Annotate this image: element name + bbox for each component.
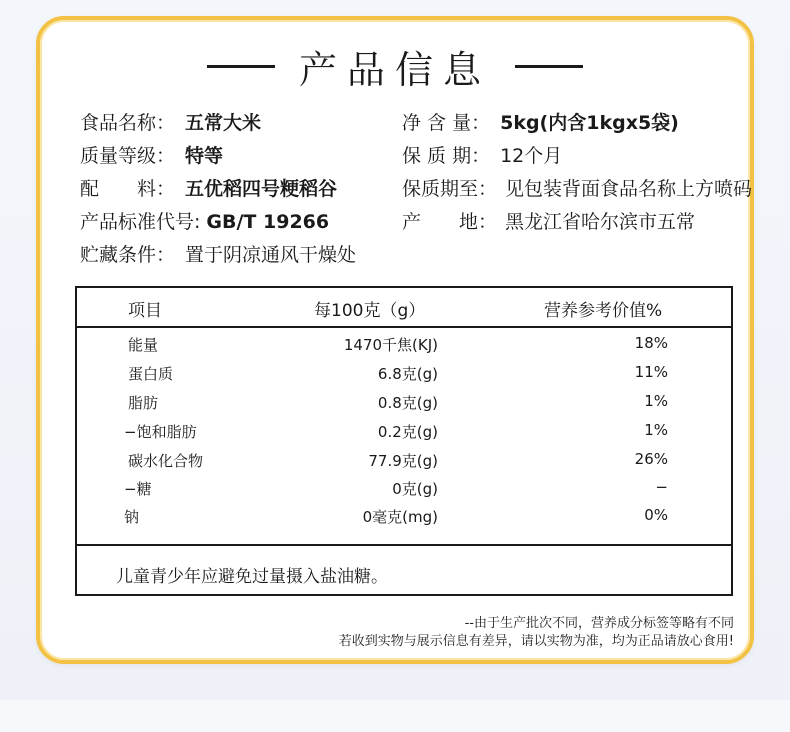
food-name-label: 食品名称： bbox=[80, 112, 176, 134]
expiry-label: 保质期至： bbox=[402, 178, 498, 200]
info-grade bbox=[80, 145, 223, 167]
row-nrv: 18% bbox=[634, 334, 668, 352]
table-row bbox=[76, 363, 732, 391]
origin-value: 黑龙江省哈尔滨市五常 bbox=[505, 211, 696, 233]
storage-label: 贮藏条件： bbox=[80, 244, 176, 266]
info-net-content bbox=[402, 112, 679, 134]
info-expiry bbox=[402, 178, 752, 200]
expiry-value: 见包装背面食品名称上方喷码 bbox=[505, 178, 753, 200]
row-per100: 0.2克(g) bbox=[377, 423, 438, 441]
row-item: 碳水化合物 bbox=[128, 452, 204, 470]
row-item: −饱和脂肪 bbox=[124, 423, 197, 441]
row-item: 脂肪 bbox=[128, 394, 159, 412]
food-name-value: 五常大米 bbox=[185, 112, 262, 134]
row-per100: 0.8克(g) bbox=[377, 394, 438, 412]
info-origin bbox=[402, 211, 695, 233]
title-right-line bbox=[515, 65, 583, 68]
header-item: 项目 bbox=[128, 301, 162, 321]
shelf-life-value: 12个月 bbox=[500, 145, 563, 167]
info-storage bbox=[80, 244, 356, 266]
table-row bbox=[76, 450, 732, 478]
nutrition-header-row bbox=[76, 287, 732, 328]
row-per100: 1470千焦(KJ) bbox=[343, 336, 438, 354]
header-nrv: 营养参考价值% bbox=[544, 301, 663, 321]
row-per100: 0毫克(mg) bbox=[362, 508, 438, 526]
row-per100: 6.8克(g) bbox=[377, 365, 438, 383]
net-content-label: 净 含 量： bbox=[402, 112, 491, 134]
info-standard bbox=[80, 211, 329, 233]
info-food-name bbox=[80, 112, 261, 134]
table-row bbox=[76, 334, 732, 362]
row-nrv: 11% bbox=[634, 363, 668, 381]
header-per-100g: 每100克（g） bbox=[314, 301, 426, 321]
storage-value: 置于阴凉通风干燥处 bbox=[185, 244, 357, 266]
row-nrv: 26% bbox=[634, 450, 668, 468]
row-nrv: − bbox=[655, 478, 668, 496]
table-row bbox=[76, 421, 732, 449]
row-nrv: 0% bbox=[644, 506, 668, 524]
row-per100: 0克(g) bbox=[392, 480, 438, 498]
standard-value: GB/T 19266 bbox=[206, 211, 330, 233]
shelf-life-label: 保 质 期： bbox=[402, 145, 491, 167]
grade-value: 特等 bbox=[185, 145, 224, 167]
ingredients-label: 配 料： bbox=[80, 178, 176, 200]
page-title: 产品信息 bbox=[298, 47, 491, 92]
nutrition-warning: 儿童青少年应避免过量摄入盐油糖。 bbox=[116, 567, 388, 587]
row-item: 能量 bbox=[128, 336, 159, 354]
origin-label: 产 地： bbox=[402, 211, 498, 233]
note-line-2: 若收到实物与展示信息有差异，请以实物为准，均为正品请放心食用! bbox=[338, 634, 734, 649]
net-content-value: 5kg(内含1kgx5袋) bbox=[500, 112, 679, 134]
table-row bbox=[76, 392, 732, 420]
info-ingredients bbox=[80, 178, 337, 200]
row-item: 钠 bbox=[124, 508, 140, 526]
row-item: 蛋白质 bbox=[128, 365, 174, 383]
title-row bbox=[0, 36, 790, 96]
note-line-1: --由于生产批次不同，营养成分标签等略有不同 bbox=[464, 616, 734, 631]
table-row bbox=[76, 478, 732, 506]
standard-label: 产品标准代号: bbox=[80, 211, 201, 233]
table-row bbox=[76, 506, 732, 534]
nutrition-body bbox=[76, 328, 732, 542]
grade-label: 质量等级： bbox=[80, 145, 176, 167]
info-shelf-life bbox=[402, 145, 562, 167]
row-item: −糖 bbox=[124, 480, 152, 498]
row-nrv: 1% bbox=[644, 421, 668, 439]
title-left-line bbox=[207, 65, 275, 68]
row-per100: 77.9克(g) bbox=[368, 452, 438, 470]
row-nrv: 1% bbox=[644, 392, 668, 410]
bottom-strip bbox=[0, 700, 790, 732]
ingredients-value: 五优稻四号粳稻谷 bbox=[185, 178, 338, 200]
nutrition-footer bbox=[76, 544, 732, 598]
